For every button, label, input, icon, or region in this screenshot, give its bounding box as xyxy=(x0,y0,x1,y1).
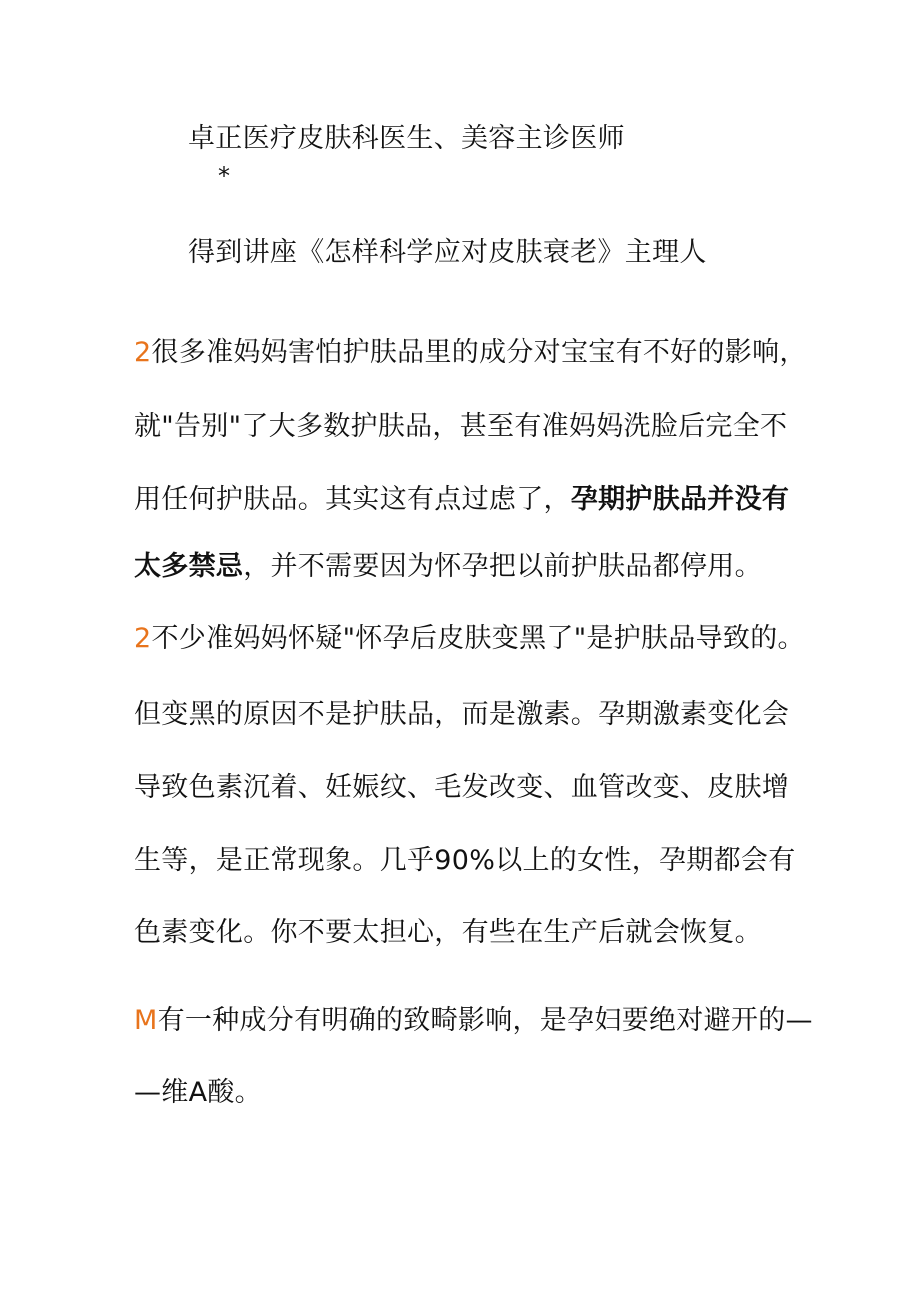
section3-line2: —维A酸。 xyxy=(134,1077,262,1108)
section1-marker: 2 xyxy=(134,337,152,368)
asterisk: * xyxy=(218,162,230,190)
author-title: 卓正医疗皮肤科医生、美容主诊医师 xyxy=(188,123,625,154)
section1-line3-bold: 孕期护肤品并没有 xyxy=(570,484,790,515)
section2-line1-text: 不少准妈妈怀疑"怀孕后皮肤变黑了"是护肤品导致的。 xyxy=(151,623,805,654)
section3-marker: M xyxy=(134,1005,158,1036)
section3-line1 xyxy=(134,1003,813,1039)
section2-line1 xyxy=(134,621,805,657)
section2-line2: 但变黑的原因不是护肤品，而是激素。孕期激素变化会 xyxy=(134,699,790,730)
section2-marker: 2 xyxy=(134,623,152,654)
section2-line3: 导致色素沉着、妊娠纹、毛发改变、血管改变、皮肤增 xyxy=(134,772,790,803)
section1-line1 xyxy=(134,335,807,371)
section1-line2: 就"告别"了大多数护肤品，甚至有准妈妈洗脸后完全不 xyxy=(134,411,788,442)
section1-line3-normal: 用任何护肤品。其实这有点过虑了， xyxy=(134,484,571,515)
author-lecture: 得到讲座《怎样科学应对皮肤衰老》主理人 xyxy=(188,237,707,268)
section2-line5: 色素变化。你不要太担心，有些在生产后就会恢复。 xyxy=(134,917,762,948)
section1-line3 xyxy=(134,482,789,518)
section1-line4-normal: ，并不需要因为怀孕把以前护肤品都停用。 xyxy=(243,551,762,582)
section1-line4-bold: 太多禁忌 xyxy=(134,551,244,582)
section1-line4 xyxy=(134,549,762,585)
section3-line1-text: 有一种成分有明确的致畸影响，是孕妇要绝对避开的— xyxy=(157,1005,813,1036)
section1-line1-text: 很多准妈妈害怕护肤品里的成分对宝宝有不好的影响， xyxy=(151,337,807,368)
section2-line4: 生等，是正常现象。几乎90%以上的女性，孕期都会有 xyxy=(134,845,796,876)
